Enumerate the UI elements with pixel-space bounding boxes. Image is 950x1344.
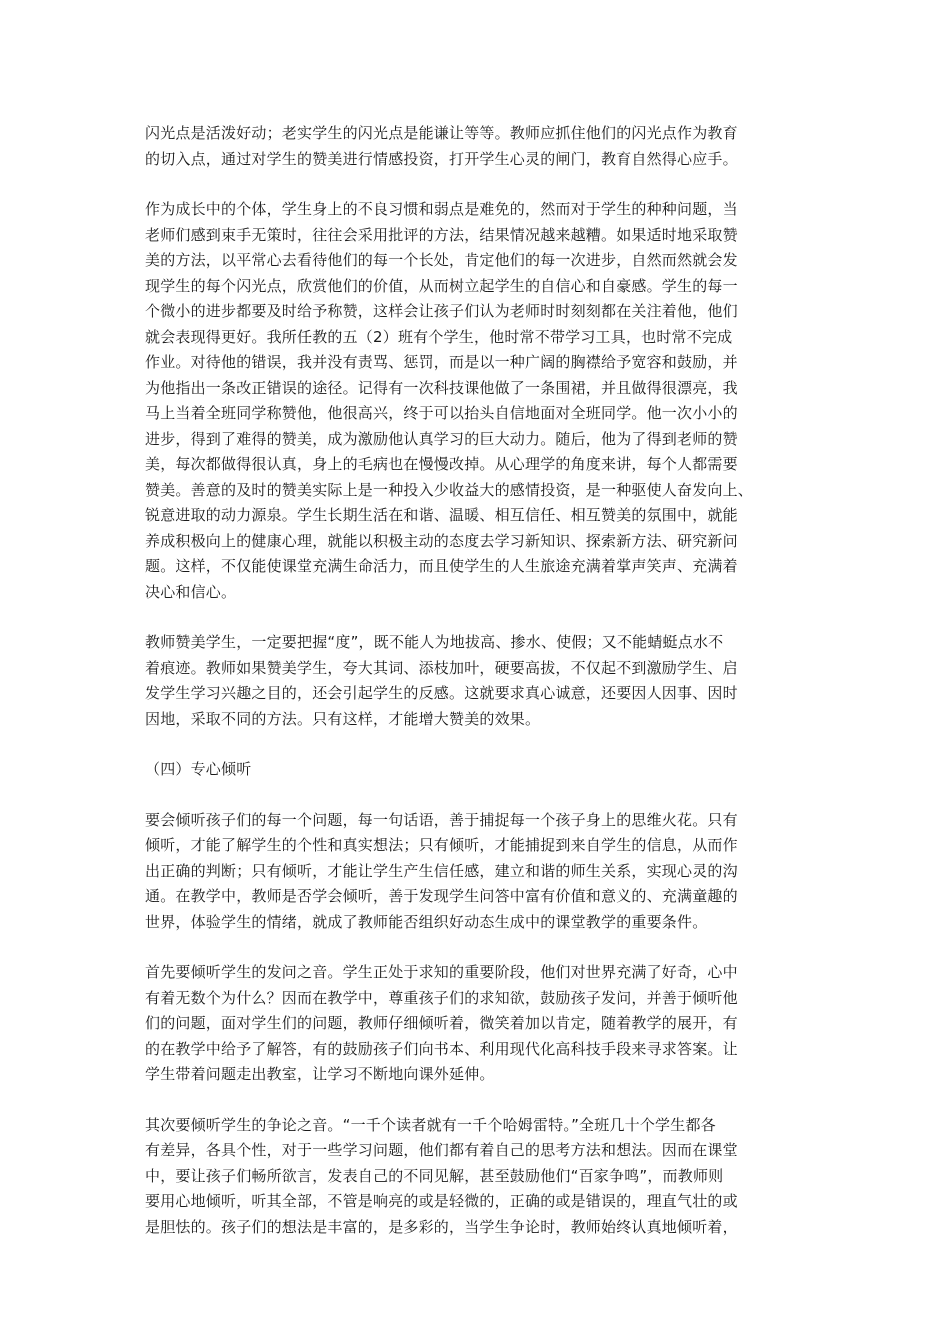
text-line: 赞美。善意的及时的赞美实际上是一种投入少收益大的感情投资，是一种驱使人奋发向上、 xyxy=(145,480,754,499)
text-line: 养成积极向上的健康心理，就能以积极主动的态度去学习新知识、探索新方法、研究新问 xyxy=(145,531,738,550)
text-line: 的在教学中给予了解答，有的鼓励孩子们向书本、利用现代化高科技手段来寻求答案。让 xyxy=(145,1039,738,1058)
text-line: 世界，体验学生的情绪，就成了教师能否组织好动态生成中的课堂教学的重要条件。 xyxy=(145,912,708,931)
text-line: 有差异，各具个性，对于一些学习问题，他们都有着自己的思考方法和想法。因而在课堂 xyxy=(145,1141,738,1159)
text-line: 倾听，才能了解学生的个性和真实想法；只有倾听，才能捕捉到来自学生的信息，从而作 xyxy=(145,836,738,854)
text-line: 进步，得到了难得的赞美，成为激励他认真学习的巨大动力。随后，他为了得到老师的赞 xyxy=(145,429,738,448)
text-line: 闪光点是活泼好动；老实学生的闪光点是能谦让等等。教师应抓住他们的闪光点作为教育 xyxy=(145,124,738,142)
text-line: 教师赞美学生，一定要把握“度”，既不能人为地拔高、掺水、使假；又不能蜻蜓点水不 xyxy=(145,633,724,651)
text-line: 其次要倾听学生的争论之音。“一千个读者就有一千个哈姆雷特。”全班几十个学生都各 xyxy=(145,1115,716,1134)
paragraph xyxy=(145,808,809,936)
text-line: 美的方法，以平常心去看待他们的每一个长处，肯定他们的每一次进步，自然而然就会发 xyxy=(145,251,738,269)
text-line: 就会表现得更好。我所任教的五（2）班有个学生，他时常不带学习工具，也时常不完成 xyxy=(145,327,733,346)
text-line: 要用心地倾听，听其全部，不管是响亮的或是轻微的，正确的或是错误的，理直气壮的或 xyxy=(145,1192,738,1210)
text-line: 个微小的进步都要及时给予称赞，这样会让孩子们认为老师时时刻刻都在关注着他，他们 xyxy=(145,302,738,320)
text-line: 要会倾听孩子们的每一个问题，每一句话语，善于捕捉每一个孩子身上的思维火花。只有 xyxy=(145,810,738,829)
text-line: 着痕迹。教师如果赞美学生，夸大其词、添枝加叶，硬要高拔，不仅起不到激励学生、启 xyxy=(145,658,738,677)
paragraph xyxy=(145,197,809,605)
text-line: 锐意进取的动力源泉。学生长期生活在和谐、温暖、相互信任、相互赞美的氛围中，就能 xyxy=(145,506,738,524)
text-line: 是胆怯的。孩子们的想法是丰富的，是多彩的，当学生争论时，教师始终认真地倾听着， xyxy=(145,1217,738,1236)
text-line: 通。在教学中，教师是否学会倾听，善于发现学生问答中富有价值和意义的、充满童趣的 xyxy=(145,887,738,905)
text-line: 美，每次都做得很认真，身上的毛病也在慢慢改掉。从心理学的角度来讲，每个人都需要 xyxy=(145,455,738,473)
text-line: 们的问题，面对学生们的问题，教师仔细倾听着，微笑着加以肯定，随着教学的展开，有 xyxy=(145,1014,738,1032)
text-line: 作业。对待他的错误，我并没有责骂、惩罚，而是以一种广阔的胸襟给予宽容和鼓励，并 xyxy=(145,353,738,371)
text-line: 现学生的每个闪光点，欣赏他们的价值，从而树立起学生的自信心和自豪感。学生的每一 xyxy=(145,276,738,295)
text-line: 的切入点，通过对学生的赞美进行情感投资，打开学生心灵的闸门，教育自然得心应手。 xyxy=(145,149,738,168)
text-line: 有着无数个为什么？因而在教学中，尊重孩子们的求知欲，鼓励孩子发问，并善于倾听他 xyxy=(145,988,738,1007)
text-line: 为他指出一条改正错误的途径。记得有一次科技课他做了一条围裙，并且做得很漂亮，我 xyxy=(145,378,738,397)
text-line: 题。这样，不仅能使课堂充满生命活力，而且使学生的人生旅途充满着掌声笑声、充满着 xyxy=(145,557,738,575)
paragraph xyxy=(145,121,809,172)
paragraph xyxy=(145,630,809,732)
text-line: 马上当着全班同学称赞他，他很高兴，终于可以抬头自信地面对全班同学。他一次小小的 xyxy=(145,404,738,422)
text-line: 首先要倾听学生的发问之音。学生正处于求知的重要阶段，他们对世界充满了好奇，心中 xyxy=(145,963,738,981)
text-line: 决心和信心。 xyxy=(145,582,237,601)
text-line: 学生带着问题走出教室，让学习不断地向课外延伸。 xyxy=(145,1065,495,1083)
document-body xyxy=(145,121,809,1265)
text-line: 老师们感到束手无策时，往往会采用批评的方法，结果情况越来越糟。如果适时地采取赞 xyxy=(145,225,738,244)
section-heading: （四）专心倾听 xyxy=(145,760,252,778)
text-line: 因地，采取不同的方法。只有这样，才能增大赞美的效果。 xyxy=(145,709,541,728)
paragraph xyxy=(145,1113,809,1241)
paragraph xyxy=(145,960,809,1088)
text-line: 发学生学习兴趣之目的，还会引起学生的反感。这就要求真心诚意，还要因人因事、因时 xyxy=(145,684,738,702)
text-line: 中，要让孩子们畅所欲言，发表自己的不同见解，甚至鼓励他们“百家争鸣”，而教师则 xyxy=(145,1166,724,1185)
text-line: 出正确的判断；只有倾听，才能让学生产生信任感，建立和谐的师生关系，实现心灵的沟 xyxy=(145,861,738,880)
text-line: 作为成长中的个体，学生身上的不良习惯和弱点是难免的，然而对于学生的种种问题，当 xyxy=(145,200,738,218)
